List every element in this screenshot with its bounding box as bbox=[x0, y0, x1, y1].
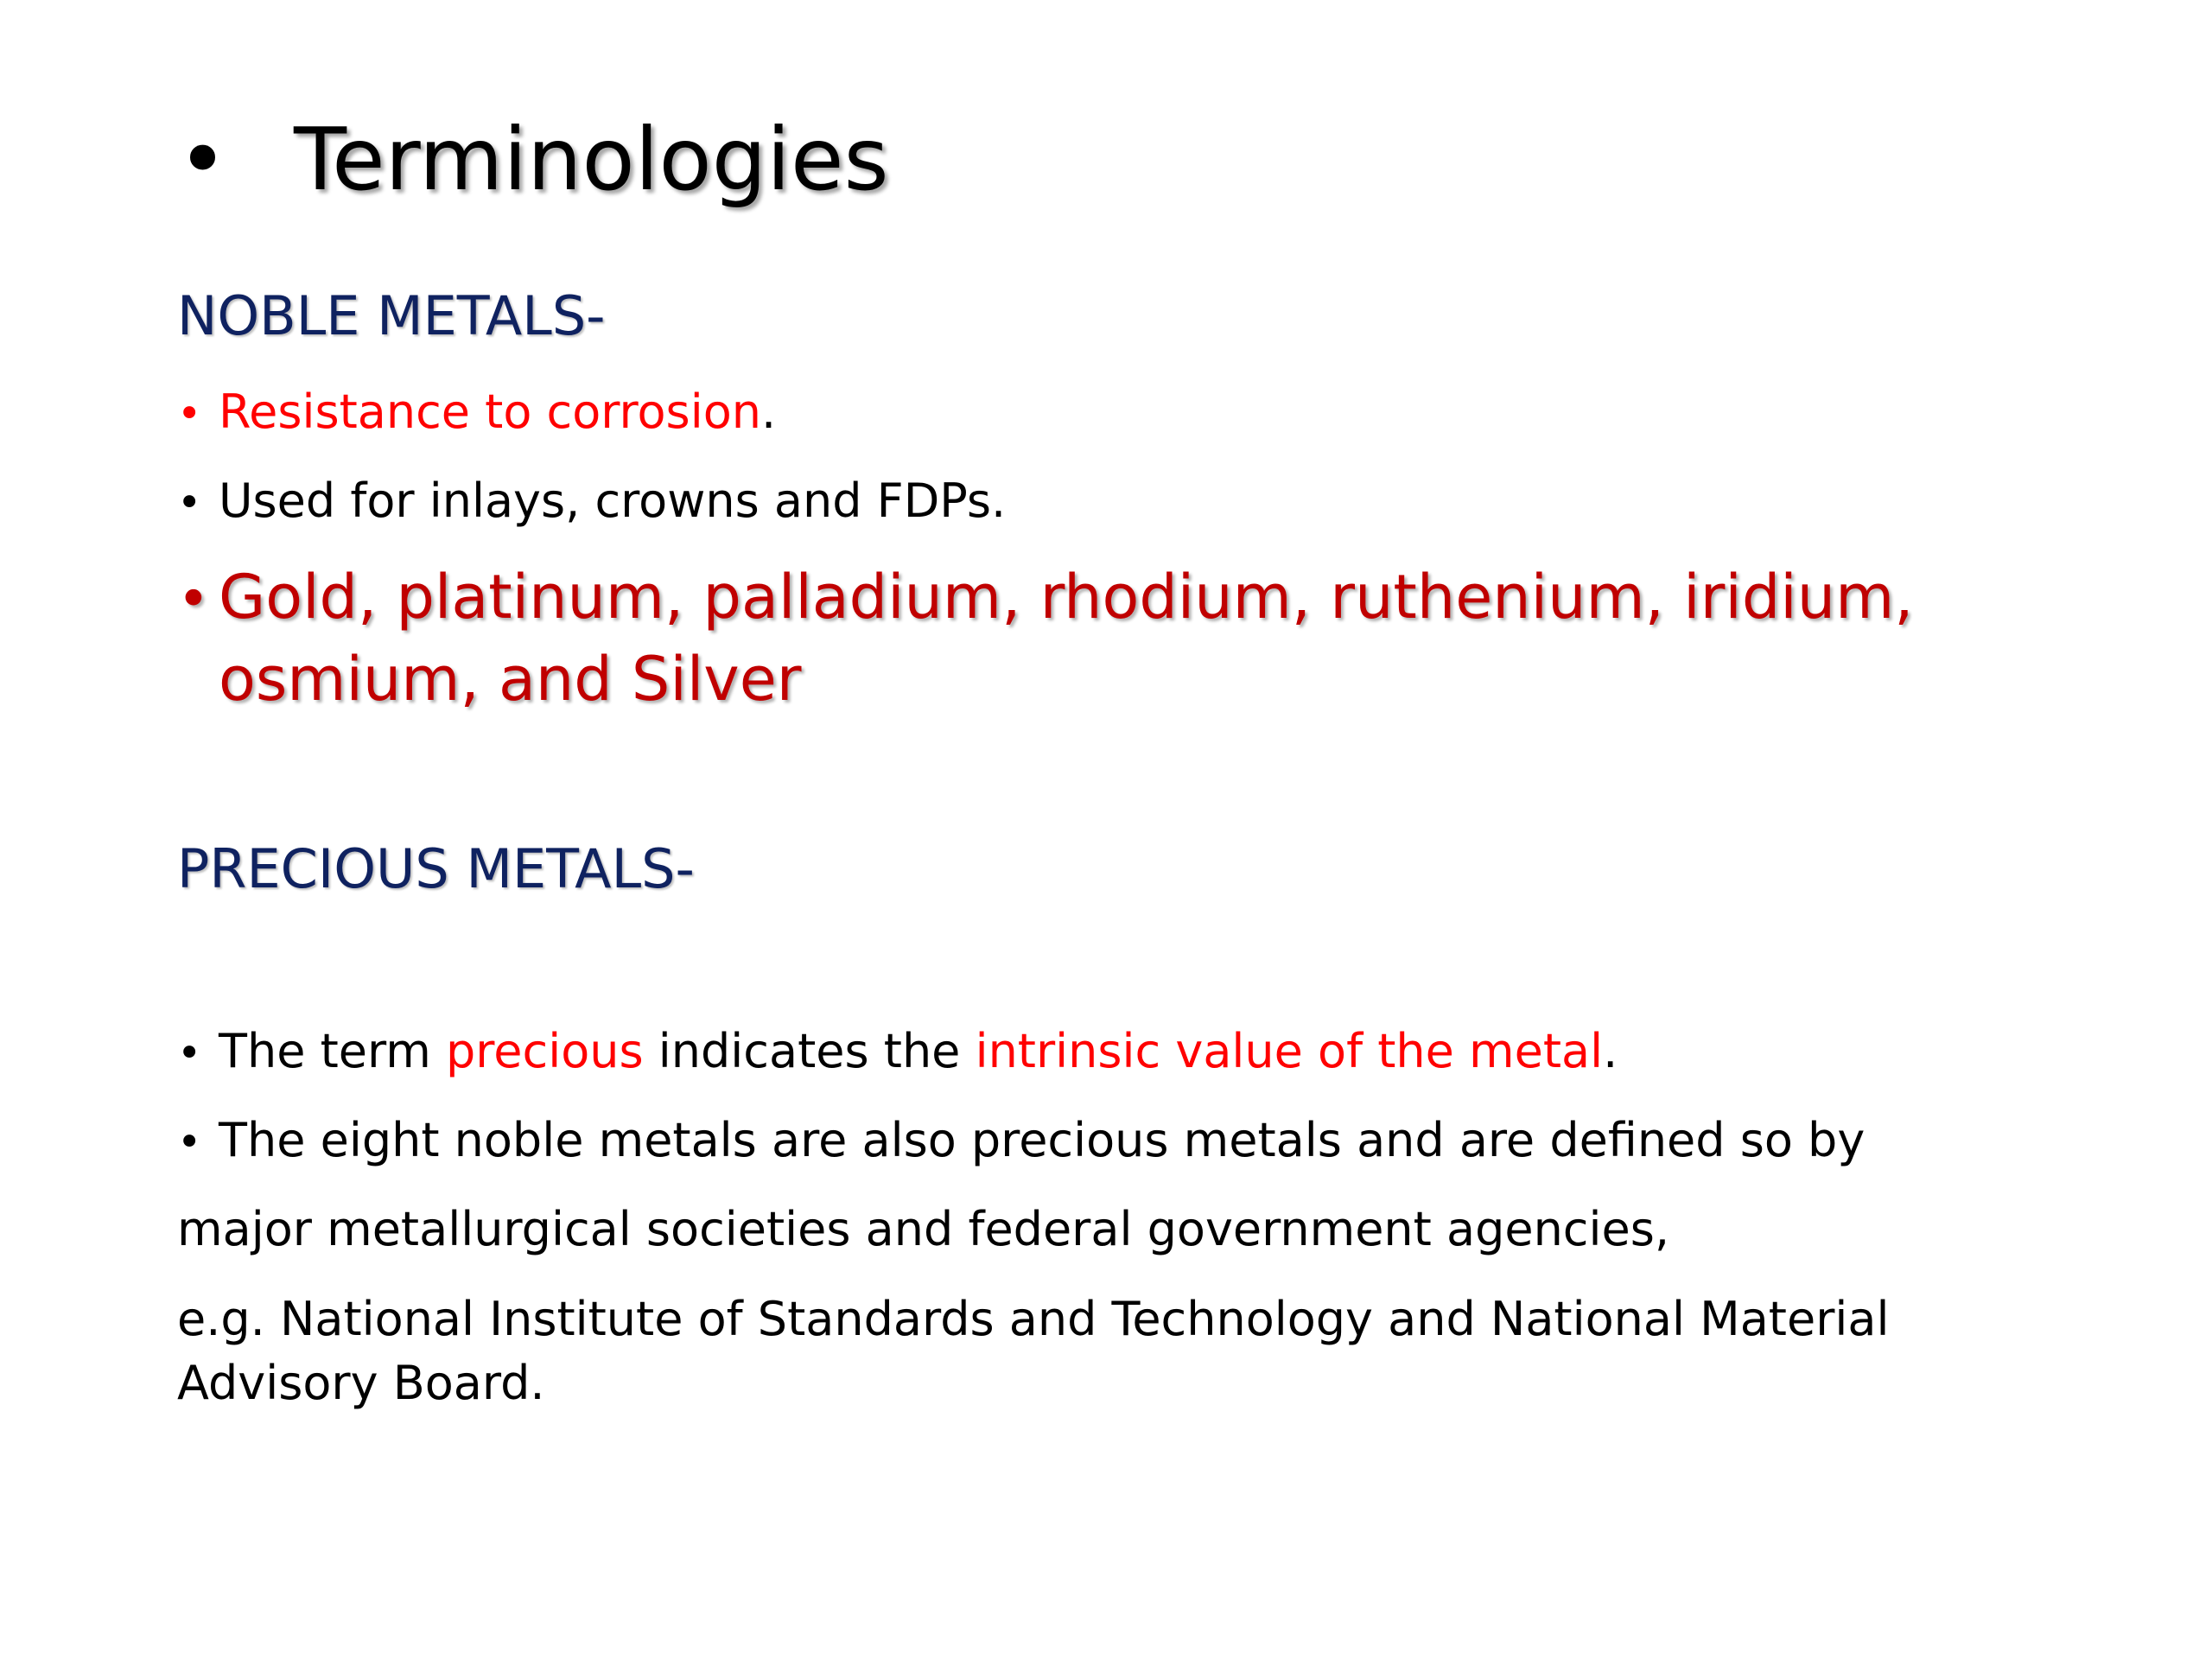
precious-metals-heading: PRECIOUS METALS- bbox=[177, 837, 695, 900]
uses-text: Used for inlays, crowns and FDPs. bbox=[219, 474, 1007, 528]
noble-item-uses bbox=[177, 474, 1007, 528]
bullet: • bbox=[177, 390, 202, 438]
slide-title bbox=[177, 104, 889, 216]
corrosion-text: Resistance to corrosion bbox=[219, 385, 761, 439]
term-part-3: . bbox=[1603, 1024, 1618, 1078]
example-line-1: e.g. National Institute of Standards and Technology and National Material bbox=[177, 1292, 1890, 1346]
term-part-2: indicates the bbox=[643, 1024, 976, 1078]
bullet: • bbox=[177, 1118, 202, 1166]
noble-item-metal-list bbox=[177, 557, 1914, 719]
bullet: • bbox=[177, 568, 210, 632]
precious-item-term bbox=[177, 1024, 1618, 1078]
term-part-1: The term bbox=[219, 1024, 447, 1078]
title-text: Terminologies bbox=[294, 109, 889, 210]
metal-list-text-1: Gold, platinum, palladium, rhodium, ruthenium, iridium, bbox=[219, 562, 1914, 632]
noble-item-corrosion bbox=[177, 385, 777, 439]
precious-item-eight-noble bbox=[177, 1113, 1866, 1167]
eight-noble-text: The eight noble metals are also precious metals and are defined so by bbox=[219, 1113, 1866, 1167]
title-bullet: • bbox=[177, 109, 228, 210]
bullet: • bbox=[177, 1029, 202, 1077]
metal-list-text-2: osmium, and Silver bbox=[219, 644, 802, 715]
example-line-2: Advisory Board. bbox=[177, 1356, 545, 1410]
term-intrinsic-value: intrinsic value of the metal bbox=[975, 1024, 1604, 1078]
precious-example bbox=[177, 1287, 1890, 1415]
noble-metals-heading: NOBLE METALS- bbox=[177, 284, 606, 347]
precious-continuation: major metallurgical societies and federal government agencies, bbox=[177, 1202, 1670, 1256]
bullet: • bbox=[177, 479, 202, 527]
corrosion-period: . bbox=[760, 385, 777, 439]
metal-list-line-2 bbox=[177, 639, 1914, 719]
term-precious: precious bbox=[446, 1024, 644, 1078]
metal-list-line-1 bbox=[177, 557, 1914, 639]
